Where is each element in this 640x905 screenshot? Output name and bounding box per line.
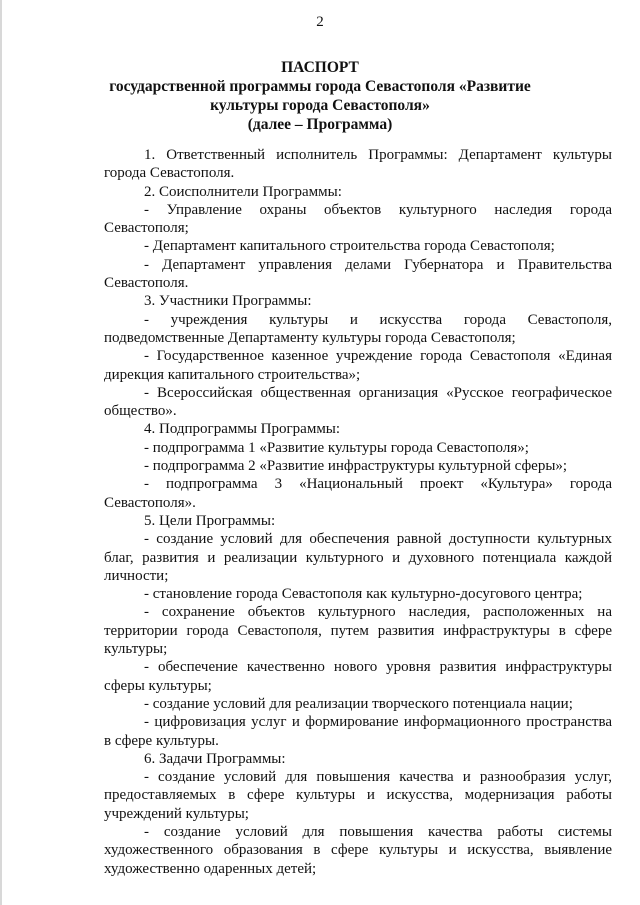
list-item: - цифровизация услуг и формирование информационного пространства в сфере культуры. [104, 714, 612, 749]
document-body [104, 146, 612, 878]
header-subtitle-line-3: (далее – Программа) [247, 116, 393, 133]
header-title: ПАСПОРТ [281, 59, 359, 76]
list-item: - подпрограмма 3 «Национальный проект «Культура» города Севастополя». [104, 476, 612, 511]
paragraph-responsible-executor: 1. Ответственный исполнитель Программы: Департамент культуры города Севастополя. [104, 147, 612, 182]
list-item: - подпрограмма 1 «Развитие культуры города Севастополя»; [144, 439, 529, 456]
paragraph-coexecutors-heading: 2. Соисполнители Программы: [144, 183, 342, 200]
list-item: - Департамент капитального строительства города Севастополя; [144, 238, 555, 255]
list-item: - создание условий для реализации творческого потенциала нации; [144, 695, 573, 712]
paragraph-tasks-heading: 6. Задачи Программы: [144, 750, 286, 767]
list-item: - учреждения культуры и искусства города Севастополя, подведомственные Департаменту культуры города Севастополя; [104, 311, 612, 346]
paragraph-goals-heading: 5. Цели Программы: [144, 512, 276, 529]
paragraph-subprograms-heading: 4. Подпрограммы Программы: [144, 421, 341, 438]
header-subtitle-line-2: культуры города Севастополя» [210, 97, 430, 114]
list-item: - Управление охраны объектов культурного наследия города Севастополя; [104, 201, 612, 237]
scan-edge-shadow [0, 0, 2, 905]
list-item: - Государственное казенное учреждение города Севастополя «Единая дирекция капитального строительства»; [104, 348, 612, 383]
list-item: - Всероссийская общественная организация «Русское географическое общество». [104, 384, 612, 420]
paragraph-participants-heading: 3. Участники Программы: [144, 293, 312, 310]
list-item: - создание условий для повышения качества и разнообразия услуг, предоставляемых в сфере культуры и искусства, модернизация работы учреждений культуры; [104, 769, 612, 822]
list-item: - подпрограмма 2 «Развитие инфраструктуры культурной сферы»; [144, 458, 568, 475]
list-item: - сохранение объектов культурного наследия, расположенных на территории города Севастополя, путем развития инфраструктуры в сфере культуры; [104, 604, 612, 658]
list-item: - создание условий для повышения качества работы системы художественного образования в сфере культуры и искусства, выявление художественно одаренных детей; [104, 823, 612, 877]
document-header [100, 58, 540, 134]
header-subtitle-line-1: государственной программы города Севастополя «Развитие [109, 78, 531, 95]
list-item: - создание условий для обеспечения равной доступности культурных благ, развития и реализации культурного и духовного потенциала каждой личности; [104, 531, 612, 584]
list-item: - становление города Севастополя как культурно-досугового центра; [144, 586, 583, 603]
list-item: - Департамент управления делами Губернатора и Правительства Севастополя. [104, 256, 612, 292]
page-number: 2 [316, 14, 324, 30]
list-item: - обеспечение качественно нового уровня развития инфраструктуры сферы культуры; [104, 659, 612, 694]
